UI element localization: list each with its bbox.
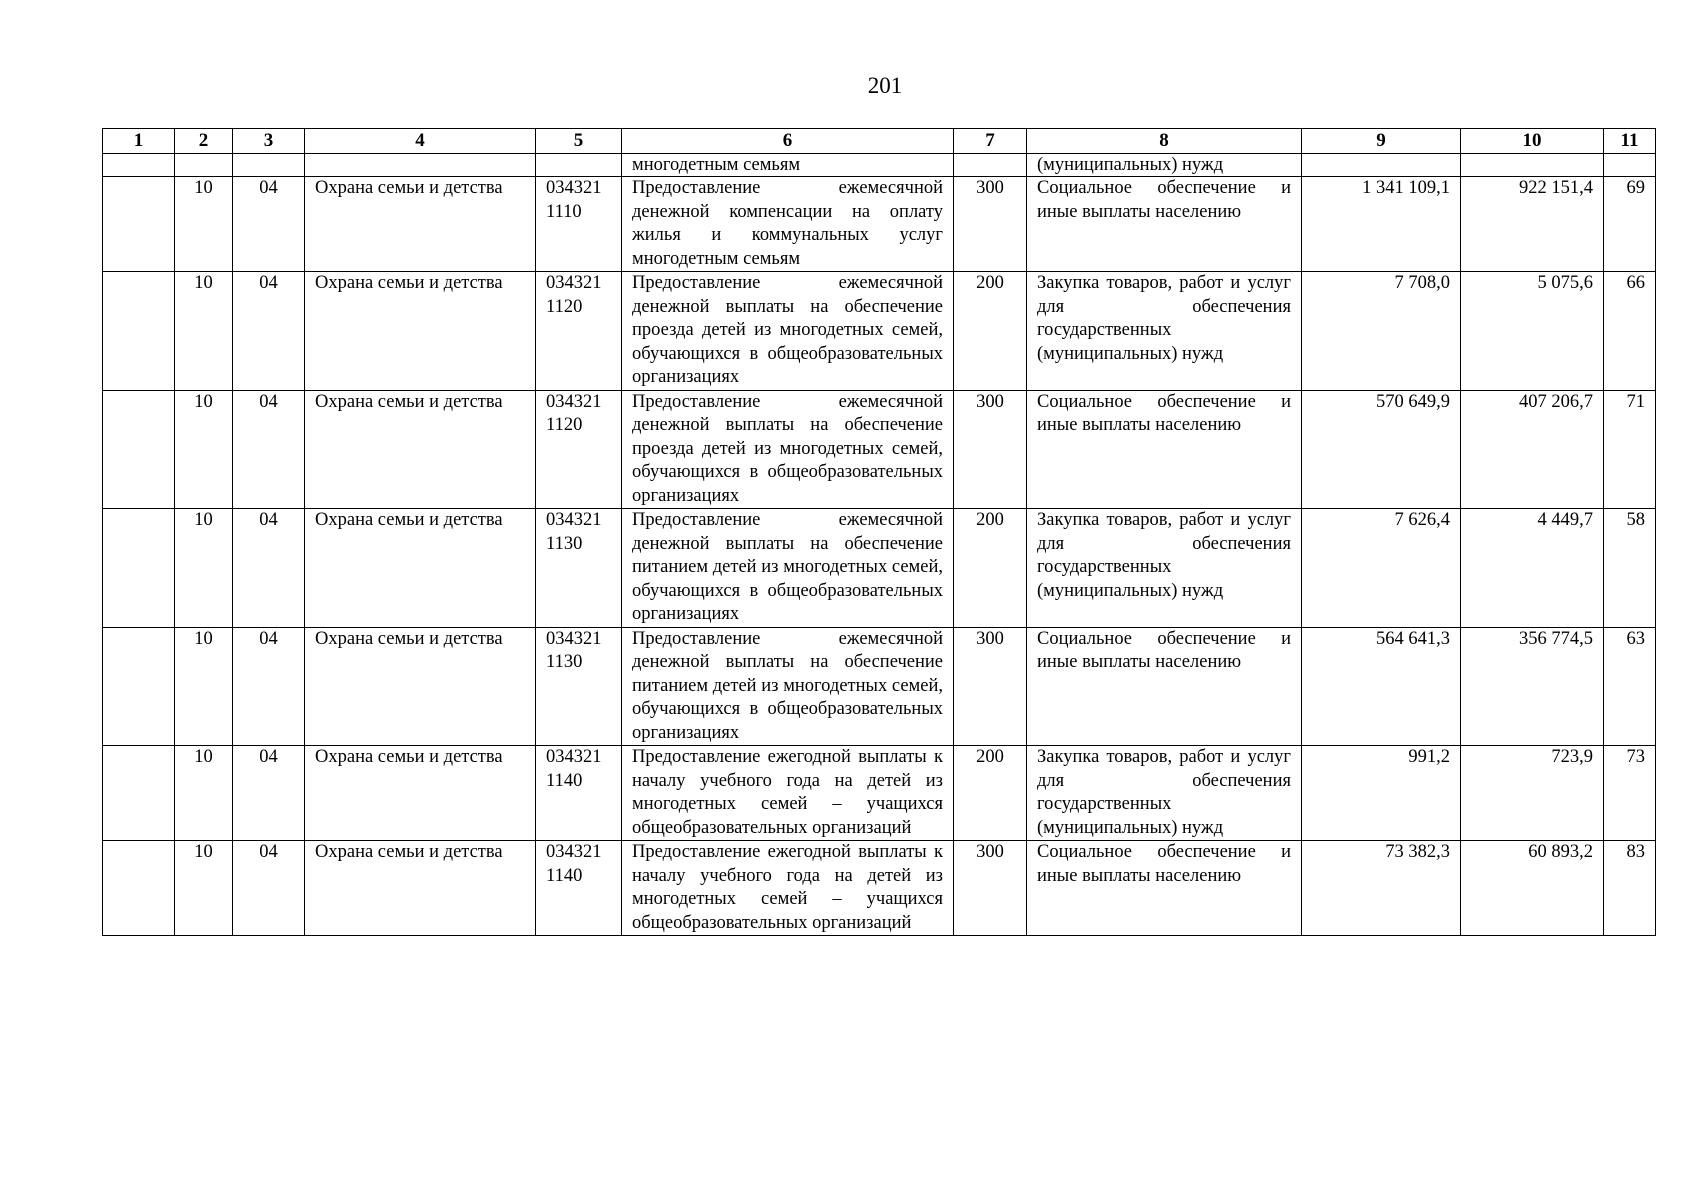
section-name-cell: Охрана семьи и детства: [305, 177, 536, 272]
subsection-cell: 04: [233, 509, 305, 628]
executed-amount-cell: 60 893,2: [1461, 841, 1604, 936]
table-cell: [175, 154, 233, 177]
section-cell: 10: [175, 509, 233, 628]
row-number-cell: [103, 272, 175, 391]
header-cell-8: 8: [1027, 129, 1302, 154]
table-cell: (муниципальных) нужд: [1027, 154, 1302, 177]
header-cell-6: 6: [622, 129, 954, 154]
table-cell: [103, 154, 175, 177]
section-cell: 10: [175, 627, 233, 746]
row-number-cell: [103, 509, 175, 628]
description-cell: Предоставление ежемесячной денежной выплаты на обеспечение питанием детей из многодетных семей, обучающихся в общеобразовательных организациях: [622, 509, 954, 628]
expense-type-code-cell: 300: [954, 841, 1027, 936]
execution-percent-cell: 69: [1604, 177, 1656, 272]
execution-percent-cell: 71: [1604, 390, 1656, 509]
header-cell-7: 7: [954, 129, 1027, 154]
planned-amount-cell: 570 649,9: [1302, 390, 1461, 509]
row-number-cell: [103, 627, 175, 746]
table-row: [103, 509, 1656, 628]
subsection-cell: 04: [233, 390, 305, 509]
section-name-cell: Охрана семьи и детства: [305, 390, 536, 509]
section-name-cell: Охрана семьи и детства: [305, 272, 536, 391]
expense-type-code-cell: 300: [954, 627, 1027, 746]
header-cell-9: 9: [1302, 129, 1461, 154]
section-name-cell: Охрана семьи и детства: [305, 509, 536, 628]
header-cell-2: 2: [175, 129, 233, 154]
expense-type-code-cell: 300: [954, 177, 1027, 272]
target-article-cell: 034321 1130: [536, 509, 622, 628]
subsection-cell: 04: [233, 177, 305, 272]
expense-type-code-cell: 200: [954, 746, 1027, 841]
executed-amount-cell: 723,9: [1461, 746, 1604, 841]
target-article-cell: 034321 1120: [536, 272, 622, 391]
planned-amount-cell: 564 641,3: [1302, 627, 1461, 746]
planned-amount-cell: 991,2: [1302, 746, 1461, 841]
expense-type-name-cell: Социальное обеспечение и иные выплаты населению: [1027, 841, 1302, 936]
description-cell: Предоставление ежемесячной денежной компенсации на оплату жилья и коммунальных услуг многодетным семьям: [622, 177, 954, 272]
execution-percent-cell: 83: [1604, 841, 1656, 936]
section-cell: 10: [175, 390, 233, 509]
header-row: [103, 129, 1656, 154]
header-cell-5: 5: [536, 129, 622, 154]
table-row: [103, 177, 1656, 272]
section-cell: 10: [175, 177, 233, 272]
expense-type-name-cell: Закупка товаров, работ и услуг для обеспечения государственных (муниципальных) нужд: [1027, 746, 1302, 841]
subsection-cell: 04: [233, 627, 305, 746]
target-article-cell: 034321 1130: [536, 627, 622, 746]
expense-type-name-cell: Социальное обеспечение и иные выплаты населению: [1027, 177, 1302, 272]
table-cell: [1302, 154, 1461, 177]
header-cell-10: 10: [1461, 129, 1604, 154]
row-number-cell: [103, 841, 175, 936]
section-cell: 10: [175, 746, 233, 841]
execution-percent-cell: 73: [1604, 746, 1656, 841]
expense-type-name-cell: Социальное обеспечение и иные выплаты населению: [1027, 390, 1302, 509]
expense-type-name-cell: Закупка товаров, работ и услуг для обеспечения государственных (муниципальных) нужд: [1027, 272, 1302, 391]
description-cell: Предоставление ежегодной выплаты к началу учебного года на детей из многодетных семей – учащихся общеобразовательных организаций: [622, 746, 954, 841]
section-cell: 10: [175, 841, 233, 936]
table-cell: [954, 154, 1027, 177]
target-article-cell: 034321 1140: [536, 841, 622, 936]
description-cell: Предоставление ежемесячной денежной выплаты на обеспечение питанием детей из многодетных семей, обучающихся в общеобразовательных организациях: [622, 627, 954, 746]
header-cell-4: 4: [305, 129, 536, 154]
page-number: 201: [867, 73, 903, 98]
header-cell-3: 3: [233, 129, 305, 154]
subsection-cell: 04: [233, 746, 305, 841]
subsection-cell: 04: [233, 272, 305, 391]
expense-type-code-cell: 200: [954, 509, 1027, 628]
planned-amount-cell: 1 341 109,1: [1302, 177, 1461, 272]
execution-percent-cell: 63: [1604, 627, 1656, 746]
section-name-cell: Охрана семьи и детства: [305, 627, 536, 746]
table-row: [103, 841, 1656, 936]
row-number-cell: [103, 177, 175, 272]
table-cell: [1461, 154, 1604, 177]
row-number-cell: [103, 746, 175, 841]
table-row: [103, 627, 1656, 746]
expense-type-name-cell: Закупка товаров, работ и услуг для обеспечения государственных (муниципальных) нужд: [1027, 509, 1302, 628]
table-row: [103, 390, 1656, 509]
description-cell: Предоставление ежемесячной денежной выплаты на обеспечение проезда детей из многодетных семей, обучающихся в общеобразовательных организациях: [622, 390, 954, 509]
table-cell: [305, 154, 536, 177]
expense-type-code-cell: 200: [954, 272, 1027, 391]
header-cell-11: 11: [1604, 129, 1656, 154]
planned-amount-cell: 73 382,3: [1302, 841, 1461, 936]
table-cell: [1604, 154, 1656, 177]
executed-amount-cell: 5 075,6: [1461, 272, 1604, 391]
table-row: [103, 746, 1656, 841]
table-cell: [233, 154, 305, 177]
target-article-cell: 034321 1110: [536, 177, 622, 272]
executed-amount-cell: 407 206,7: [1461, 390, 1604, 509]
section-cell: 10: [175, 272, 233, 391]
continuation-row: [103, 154, 1656, 177]
executed-amount-cell: 922 151,4: [1461, 177, 1604, 272]
execution-percent-cell: 58: [1604, 509, 1656, 628]
execution-percent-cell: 66: [1604, 272, 1656, 391]
target-article-cell: 034321 1140: [536, 746, 622, 841]
target-article-cell: 034321 1120: [536, 390, 622, 509]
subsection-cell: 04: [233, 841, 305, 936]
section-name-cell: Охрана семьи и детства: [305, 746, 536, 841]
executed-amount-cell: 4 449,7: [1461, 509, 1604, 628]
table-row: [103, 272, 1656, 391]
section-name-cell: Охрана семьи и детства: [305, 841, 536, 936]
table-cell: многодетным семьям: [622, 154, 954, 177]
executed-amount-cell: 356 774,5: [1461, 627, 1604, 746]
description-cell: Предоставление ежемесячной денежной выплаты на обеспечение проезда детей из многодетных семей, обучающихся в общеобразовательных организациях: [622, 272, 954, 391]
planned-amount-cell: 7 626,4: [1302, 509, 1461, 628]
description-cell: Предоставление ежегодной выплаты к началу учебного года на детей из многодетных семей – учащихся общеобразовательных организаций: [622, 841, 954, 936]
expense-type-code-cell: 300: [954, 390, 1027, 509]
row-number-cell: [103, 390, 175, 509]
table-cell: [536, 154, 622, 177]
expense-type-name-cell: Социальное обеспечение и иные выплаты населению: [1027, 627, 1302, 746]
header-cell-1: 1: [103, 129, 175, 154]
planned-amount-cell: 7 708,0: [1302, 272, 1461, 391]
budget-table: [102, 128, 1656, 936]
